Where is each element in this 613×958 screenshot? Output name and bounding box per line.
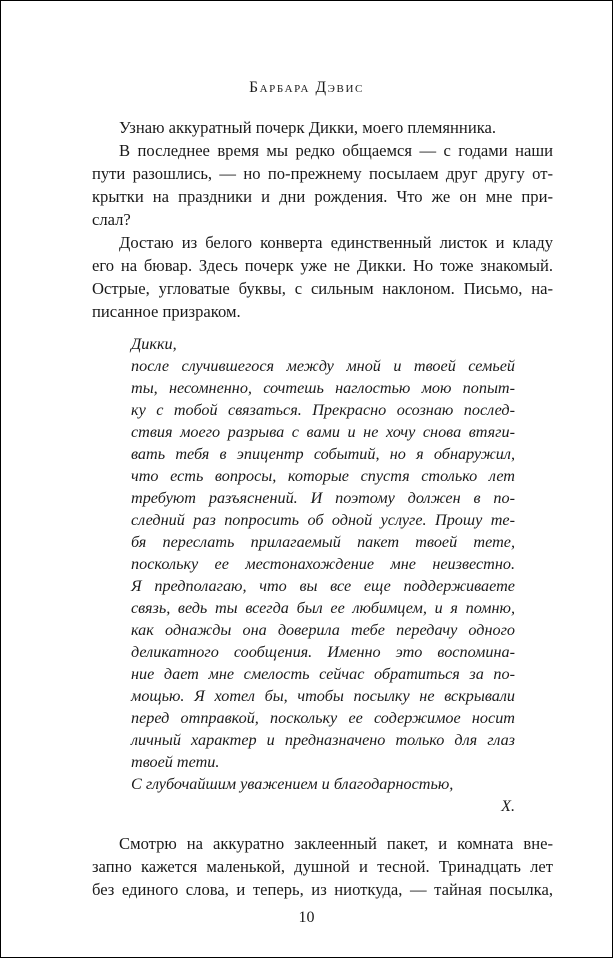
running-header: Барбара Дэвис (249, 79, 364, 96)
letter-line: Дикки, (131, 335, 177, 353)
letter-signature: Х. (501, 797, 515, 815)
text-line: Смотрю на аккуратно заклеенный пакет, и комната вне- (119, 834, 553, 853)
letter-line: связь, ведь ты всегда был ее любимцем, и я помню, (131, 599, 515, 617)
text-line: без единого слова, и теперь, из ниоткуда, — тайная посылка, (92, 880, 553, 899)
letter-line: личный характер и предназначено только для глаз (131, 731, 515, 749)
letter-line: вать тебя в эпицентр событий, но я обнаружил, (131, 445, 515, 463)
text-line: его на бювар. Здесь почерк уже не Дикки. Но тоже знакомый. (92, 256, 553, 275)
text-line: крытки на праздники и дни рождения. Что же он мне при- (92, 187, 553, 206)
letter-line: мощью. Я хотел бы, чтобы посылку не вскрывали (131, 687, 515, 705)
letter-line: ствия моего разрыва с вами и не хочу снова втяги- (131, 423, 515, 441)
letter-line: как однажды она доверила тебе передачу одного (131, 621, 515, 639)
page-number: 10 (298, 909, 315, 926)
letter-line: бя переслать прилагаемый пакет твоей тете, (131, 533, 515, 551)
letter-line: следний раз попросить об одной услуге. Прошу те- (131, 511, 515, 529)
text-line: Достаю из белого конверта единственный листок и кладу (119, 233, 553, 252)
text-line: Острые, угловатые буквы, с сильным наклоном. Письмо, на- (92, 279, 553, 298)
text-line: пути разошлись, — но по-прежнему посылаем друг другу от- (92, 164, 553, 183)
letter-line: ку с тобой связаться. Прекрасно осознаю послед- (131, 401, 515, 419)
letter-line: ние дает мне смелость сейчас обратиться за по- (131, 665, 515, 683)
letter-line: Я предполагаю, что вы все еще поддерживаете (131, 577, 515, 595)
text-line: слал? (92, 210, 131, 229)
text-line: Узнаю аккуратный почерк Дикки, моего племянника. (119, 118, 497, 137)
text-line: В последнее время мы редко общаемся — с годами наши (119, 141, 553, 160)
letter-line: требуют разъяснений. И поэтому должен в по- (131, 489, 515, 507)
letter-line: что есть вопросы, которые спустя столько лет (131, 467, 515, 485)
letter-closing: С глубочайшим уважением и благодарностью, (131, 775, 454, 793)
letter-line: поскольку ее местонахождение мне неизвестно. (131, 555, 515, 573)
letter-line: твоей тети. (131, 753, 220, 771)
text-line: писанное призраком. (92, 302, 241, 321)
letter-line: деликатного сообщения. Именно это воспомина- (131, 643, 515, 661)
letter-line: после случившегося между мной и твоей семьей (131, 357, 515, 375)
letter-line: ты, несомненно, сочтешь наглостью мою попыт- (131, 379, 515, 397)
letter-line: перед отправкой, поскольку ее содержимое носит (131, 709, 515, 727)
text-line: запно кажется маленькой, душной и тесной. Тринадцать лет (92, 857, 553, 876)
